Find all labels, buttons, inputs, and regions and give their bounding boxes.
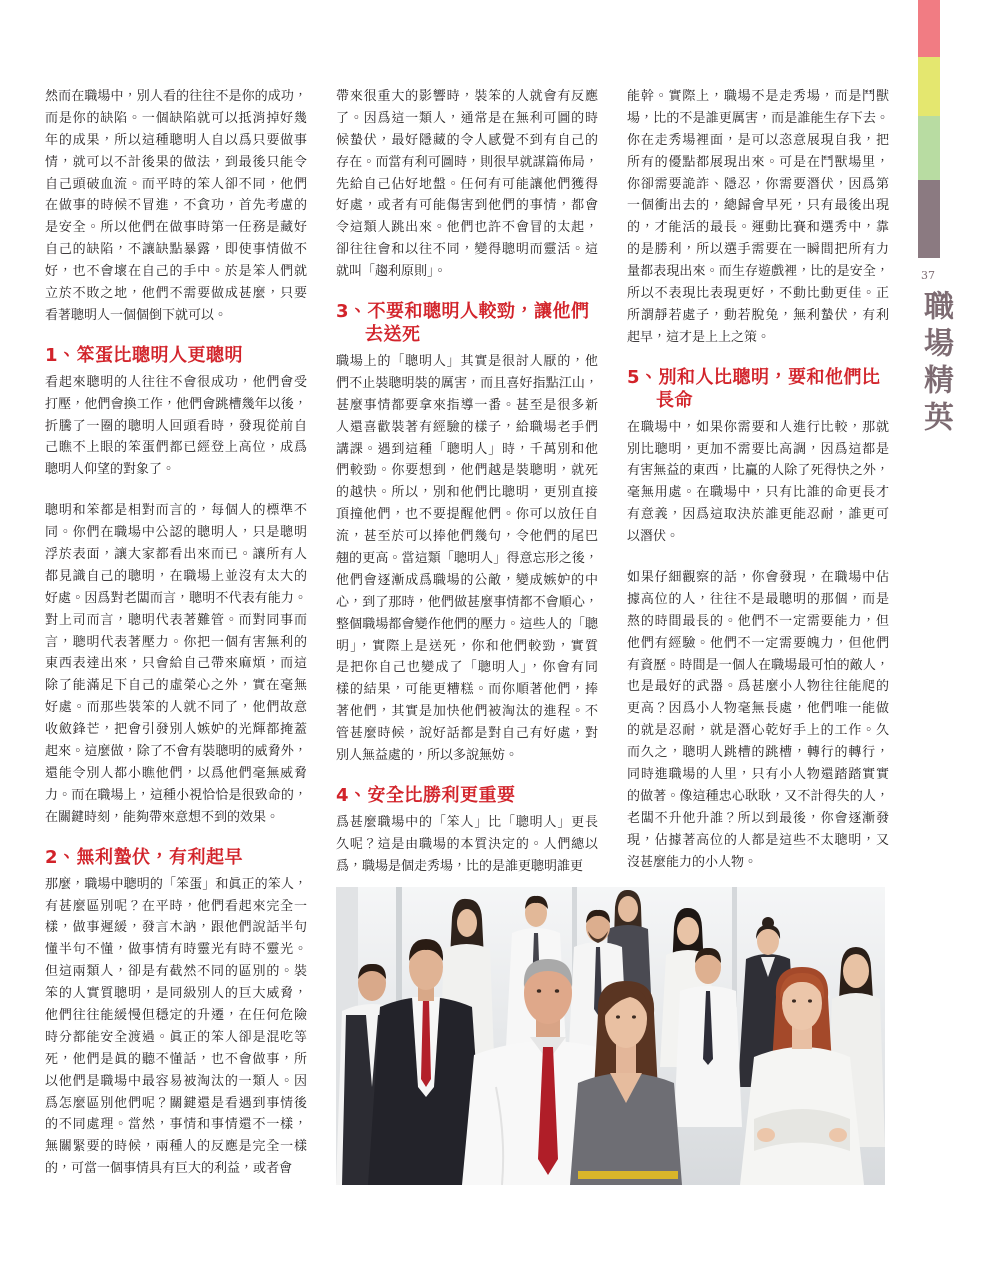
body-paragraph [45,874,307,1180]
text-line: 的不同處理。當然，事情和事情還不一樣， [45,1117,307,1133]
text-line: 流，甚至於可以捧他們幾句，令他們的尾巴 [336,529,598,545]
text-line: 看起來聰明的人往往不會很成功，他們會受 [45,374,307,390]
team-photo [336,887,885,1185]
text-line: 帶來很重大的影響時，裝笨的人就會有反應 [336,89,598,104]
text-line: 也是最好的武器。爲甚麼小人物往往能爬的 [627,679,889,695]
text-line: 老闆不升他升誰？所以到最後，你會逐漸發 [627,810,889,826]
text-line: 的越快。所以，別和他們比聰明，更別直接 [336,485,598,501]
text-line: 場，比的不是誰更厲害，而是誰能生存下去。 [627,110,889,126]
body-paragraph [336,351,598,767]
text-line: 都見識自己的聰明，在職場上並沒有太大的 [45,568,307,584]
text-line: 是把你自己也變成了「聰明人」，你會有同 [336,660,598,676]
color-tab [918,57,940,116]
body-paragraph [45,500,307,828]
text-line: 東西表達出來，只會給自己帶來麻煩，而這 [45,656,307,672]
text-line: 久呢？這是由職場的本質決定的。人們總以 [336,836,598,852]
text-line: 整個職場都會變作他們的壓力。這些人的「聰 [336,616,598,632]
text-line: 一個衝出去的，總歸會早死，只有最後出現 [627,198,889,214]
text-line: 沒甚麼能力的小人物。 [627,854,758,870]
text-line: 聰明和笨都是相對而言的，每個人的標準不 [45,503,307,519]
text-line: 對上司而言，聰明代表著難管。而對同事而 [45,612,307,628]
text-line: 有害無益的東西，比贏的人除了死得快之外， [627,463,889,479]
text-line: 自己的缺陷，不讓缺點暴露，即使事情做不 [45,242,307,258]
text-line: 樣，做事遲緩，發言木訥，跟他們說話半句 [45,920,307,936]
section-heading [336,784,598,807]
section-heading [45,846,307,869]
text-line: 能幹。實際上，職場不是走秀場，而是鬥獸 [627,89,889,104]
text-line: 他們往往能緩慢但穩定的升遷，在任何危險 [45,1007,307,1023]
text-line: 熬的時間最長的。他們不一定需要能力，但 [627,613,889,629]
text-line: 爲怎麼區別他們呢？關鍵還是看遇到事情後 [45,1095,307,1111]
text-line: 管甚麼時候，說好話都是對自己有好處，對 [336,726,598,742]
text-line: 就叫「趨利原則」。 [336,264,447,280]
text-line: 同。你們在職場中公認的聰明人，只是聰明 [45,525,307,541]
text-line: 他們有經驗。他們不一定需要魄力，但他們 [627,635,889,651]
color-tab [918,180,940,258]
text-line: 存在。而當有利可圖時，則很早就謀篇佈局， [336,154,598,170]
article-column-1 [45,86,307,1180]
text-line: 同時進職場的人里，只有小人物還踏踏實實 [627,767,889,783]
text-line: 好處。而那些裝笨的人就不同了，他們故意 [45,700,307,716]
text-line: 甚麼事情都要拿來指導一番。甚至是很多新 [336,397,598,413]
text-line: 在關鍵時刻，能夠帶來意想不到的效果。 [45,809,280,825]
text-line: 別人無益處的，所以多說無妨。 [336,748,519,764]
color-tab [918,0,940,57]
text-line: 懂半句不懂，做事情有時靈光有時不靈光。 [45,942,307,958]
text-line: 你卻需要詭詐、隱忍，你需要潛伏，因爲第 [627,176,889,192]
text-line: 而是你的缺陷。一個缺陷就可以抵消掉好幾 [45,110,307,126]
text-line: 起早，這才是上上之策。 [627,329,771,345]
section-heading [336,300,598,346]
text-line: 心，到了那時，他們做甚麼事情都不會順心， [336,594,598,610]
text-line: 了。因爲這一類人，通常是在無利可圖的時 [336,110,598,126]
text-line: 好處。因爲對老闆而言，聰明不代表有能力。 [45,590,307,606]
text-line: 然而在職場中，別人看的往往不是你的成功， [45,89,307,104]
section-heading [627,366,889,412]
text-line: 有甚麼區別呢？在平時，他們看起來完全一 [45,898,307,914]
text-line: 己瞧不上眼的笨蛋們都已經登上高位，成爲 [45,440,307,456]
text-line: 的就是忍耐，就是潛心乾好手上的工作。久 [627,723,889,739]
text-line: 爲，職場是個走秀場，比的是誰更聰明誰更 [336,858,584,874]
text-line: 更高？因爲小人物毫無長處，他們唯一能做 [627,701,889,717]
text-line: 好處，或者有可能傷害到他們的事情，都會 [336,198,598,214]
text-line: 收斂鋒芒，把會引發別人嫉妒的光輝都掩蓋 [45,722,307,738]
body-paragraph [45,86,307,327]
text-line: 別比聰明，更加不需要比高調，因爲這都是 [627,441,889,457]
text-line: 人還喜歡裝著有經驗的樣子，給職場老手們 [336,419,598,435]
text-line: 你在走秀場裡面，是可以恣意展現自我，把 [627,132,889,148]
text-line: 立於不敗之地，他們不需要做成甚麼，只要 [45,286,307,302]
article-column-3 [627,86,889,874]
text-line: 而久之，聰明人跳槽的跳槽，轉行的轉行， [627,745,889,761]
heading-line: 去送死 [365,324,421,346]
heading-line: 5、別和人比聰明，要和他們比 [627,366,881,388]
text-line: 在職場中，如果你需要和人進行比較，那就 [627,419,889,435]
text-line: 的是勝利，所以選手需要在一瞬間把所有力 [627,242,889,258]
text-line: 職場上的「聰明人」其實是很討人厭的，他 [336,354,598,370]
text-line: 好，也不會壞在自己的手中。於是笨人們就 [45,264,307,280]
text-line: 翹的更高。當這類「聰明人」得意忘形之後， [336,551,598,567]
text-line: 情，就可以不計後果的做法，到最後只能令 [45,154,307,170]
text-line: 還能令別人都小瞧他們，以爲他們毫無威脅 [45,765,307,781]
text-line: 那麼，職場中聰明的「笨蛋」和眞正的笨人， [45,876,307,892]
text-line: 力。而在職場上，這種小視恰恰是很致命的， [45,787,307,803]
text-line: 除了能滿足下自己的虛榮心之外，實在毫無 [45,678,307,694]
body-paragraph [627,86,889,349]
text-line: 所謂靜若處子，動若脫兔，無利蟄伏，有利 [627,307,889,323]
text-line: 所以不表現比表現更好，不動比動更佳。正 [627,286,889,302]
text-line: 的做著。像這種忠心耿耿，又不計得失的人， [627,788,889,804]
section-color-strip [918,0,940,258]
page-number: 37 [921,269,935,282]
body-paragraph [336,812,598,878]
body-paragraph [627,417,889,548]
text-line: 所有的優點都展現出來。可是在鬥獸場里， [627,154,889,170]
text-line: 據高位的人，往往不是最聰明的那個，而是 [627,591,889,607]
text-line: 笨的人實質聰明，是同級別人的巨大威脅， [45,986,307,1002]
body-paragraph [627,567,889,873]
text-line: 爲甚麼職場中的「笨人」比「聰明人」更長 [336,814,598,830]
text-line: 他們會逐漸成爲職場的公敵，變成嫉妒的中 [336,572,598,588]
body-paragraph [45,372,307,481]
text-line: 死，他們是眞的聽不懂話，也不會做事，所 [45,1051,307,1067]
text-line: 言，聰明代表著壓力。你把一個有害無利的 [45,634,307,650]
text-line: 頂撞他們，也不要提醒他們。你可以放任自 [336,507,598,523]
text-line: 有資歷。時間是一個人在職場最可怕的敵人， [627,657,889,673]
text-line: 令這類人跳出來。他們也許不會冒的太起， [336,220,598,236]
text-line: 著他們，其實是加快他們被淘汰的進程。不 [336,704,598,720]
text-line: 卻往往會和以往不同，變得聰明而靈活。這 [336,242,598,258]
text-line: 起來。這麼做，除了不會有裝聰明的威脅外， [45,744,307,760]
text-line: 們不止裝聰明裝的厲害，而且喜好指點江山， [336,375,598,391]
text-line: 聰明人仰望的對象了。 [45,462,176,478]
heading-line: 1、笨蛋比聰明人更聰明 [45,344,244,366]
text-line: 的，才能活的最長。運動比賽和選秀中，靠 [627,220,889,236]
text-line: 時分都能安全渡過。眞正的笨人卻是混吃等 [45,1029,307,1045]
text-line: 毫無用處。在職場中，只有比誰的命更長才 [627,485,889,501]
heading-line: 3、不要和聰明人較勁，讓他們 [336,301,590,323]
color-tab [918,116,940,180]
text-line: 自己頭破血流。而平時的笨人卻不同，他們 [45,176,307,192]
text-line: 浮於表面，讓大家都看出來而已。讓所有人 [45,547,307,563]
team-photo-illustration [336,887,885,1185]
text-line: 候蟄伏，最好隱藏的令人感覺不到有自己的 [336,132,598,148]
body-paragraph [336,86,598,283]
text-line: 以潛伏。 [627,529,680,545]
text-line: 折騰了一圈的聰明人回頭看時，發現從前自 [45,418,307,434]
text-line: 樣的結果，可能更糟糕。而你順著他們，捧 [336,682,598,698]
text-line: 年的成果，所以這種聰明人自以爲只要做事 [45,132,307,148]
text-line: 明」，實際上是送死，你和他們較勁，實質 [336,638,598,654]
text-line: 在做事的時候不冒進，不貪功，首先考慮的 [45,198,307,214]
text-line: 的，可當一個事情具有巨大的利益，或者會 [45,1161,293,1177]
text-line: 現，佔據著高位的人都是這些不太聰明，又 [627,832,889,848]
text-line: 看著聰明人一個個倒下就可以。 [45,307,228,323]
text-line: 如果仔細觀察的話，你會發現，在職場中佔 [627,570,889,586]
heading-line: 長命 [656,389,693,411]
article-column-2 [336,86,598,878]
text-line: 們較勁。你要想到，他們越是裝聰明，就死 [336,463,598,479]
section-heading [45,344,307,367]
text-line: 打壓，他們會換工作，他們會跳槽幾年以後， [45,396,307,412]
heading-line: 4、安全比勝利更重要 [336,784,516,806]
section-title: 職場精英 [918,290,953,438]
text-line: 先給自己佔好地盤。任何有可能讓他們獲得 [336,176,598,192]
heading-line: 2、無利蟄伏，有利起早 [45,846,244,868]
text-line: 有意義，因爲這取決於誰更能忍耐，誰更可 [627,507,889,523]
text-line: 以他們是職場中最容易被淘汰的一類人。因 [45,1073,307,1089]
text-line: 是安全。所以他們在做事時第一任務是藏好 [45,220,307,236]
text-line: 無關緊要的時候，兩種人的反應是完全一樣 [45,1139,307,1155]
text-line: 但這兩類人，卻是有截然不同的區別的。裝 [45,964,307,980]
text-line: 講課。遇到這種「聰明人」時，千萬別和他 [336,441,598,457]
text-line: 量都表現出來。而生存遊戲裡，比的是安全， [627,264,889,280]
